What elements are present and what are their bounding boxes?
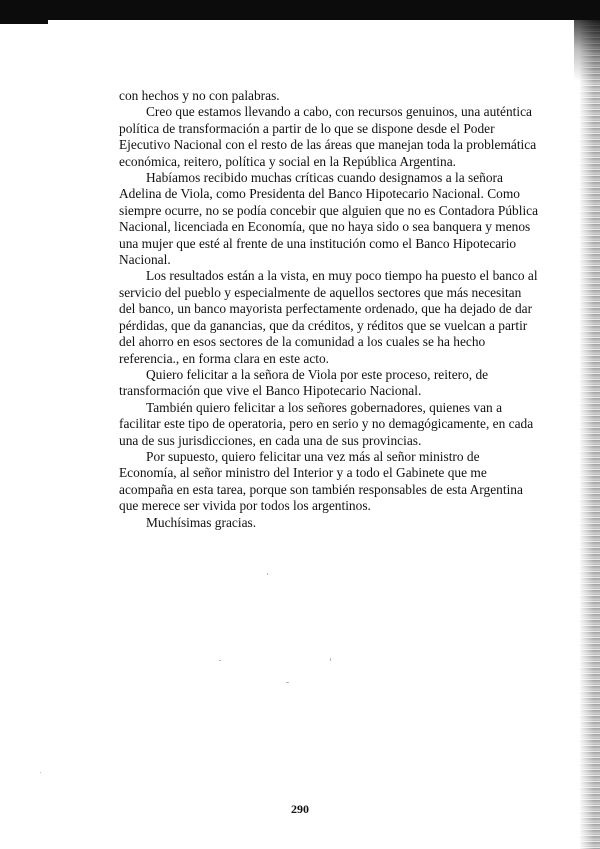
scan-speck — [267, 573, 268, 575]
paragraph: Los resultados están a la vista, en muy poco tiempo ha puesto el banco al servicio del pueblo y especialmente de aquellos sectores que más necesitan del banco, un banco mayorista perfectamente ordenado, que ha dejado de dar pérdidas, que da ganancias, que da créditos, y réditos que se vuelcan a partir del ahorro en esos sectores de la comunidad a los cuales se ha hecho referencia., en forma clara en este acto. — [119, 268, 538, 366]
paragraph: También quiero felicitar a los señores gobernadores, quienes van a facilitar este tipo de operatoria, pero en serio y no demagógicamente, en cada una de sus jurisdicciones, en cada una de sus provincias. — [119, 399, 534, 448]
paragraph-closing: Muchísimas gracias. — [146, 514, 257, 530]
scan-speck — [40, 772, 41, 773]
scan-corner-shadow — [574, 20, 600, 80]
scan-top-border — [0, 0, 600, 20]
paragraph: Creo que estamos llevando a cabo, con recursos genuinos, una auténtica política de transformación a partir de lo que se dispone desde el Poder Ejecutivo Nacional con el resto de las áreas que manejan toda la problemática económica, reitero, política y social en la República Argentina. — [119, 104, 537, 169]
scan-right-edge-shadow — [580, 20, 600, 849]
scan-speck — [330, 658, 331, 661]
page-number: 290 — [291, 802, 309, 816]
page-body — [119, 88, 539, 531]
scan-speck — [219, 660, 221, 661]
scan-speck — [286, 682, 289, 683]
paragraph: Quiero felicitar a la señora de Viola por este proceso, reitero, de transformación que vive el Banco Hipotecario Nacional. — [119, 366, 489, 399]
paragraph: Habíamos recibido muchas críticas cuando designamos a la señora Adelina de Viola, como Presidenta del Banco Hipotecario Nacional. Como siempre ocurre, no se podía concebir que alguien que no es Contadora Pública Nacional, licenciada en Economía, que no haya sido o sea banquera y menos una mujer que esté al frente de una institución como el Banco Hipotecario Nacional. — [119, 170, 539, 268]
paragraph-continuation: con hechos y no con palabras. — [119, 88, 280, 103]
paragraph: Por supuesto, quiero felicitar una vez más al señor ministro de Economía, al señor ministro del Interior y a todo el Gabinete que me acompaña en esta tarea, porque son también responsables de esta Argentina que merece ser vivida por todos los argentinos. — [119, 448, 523, 514]
scan-top-border-notch — [0, 20, 48, 24]
